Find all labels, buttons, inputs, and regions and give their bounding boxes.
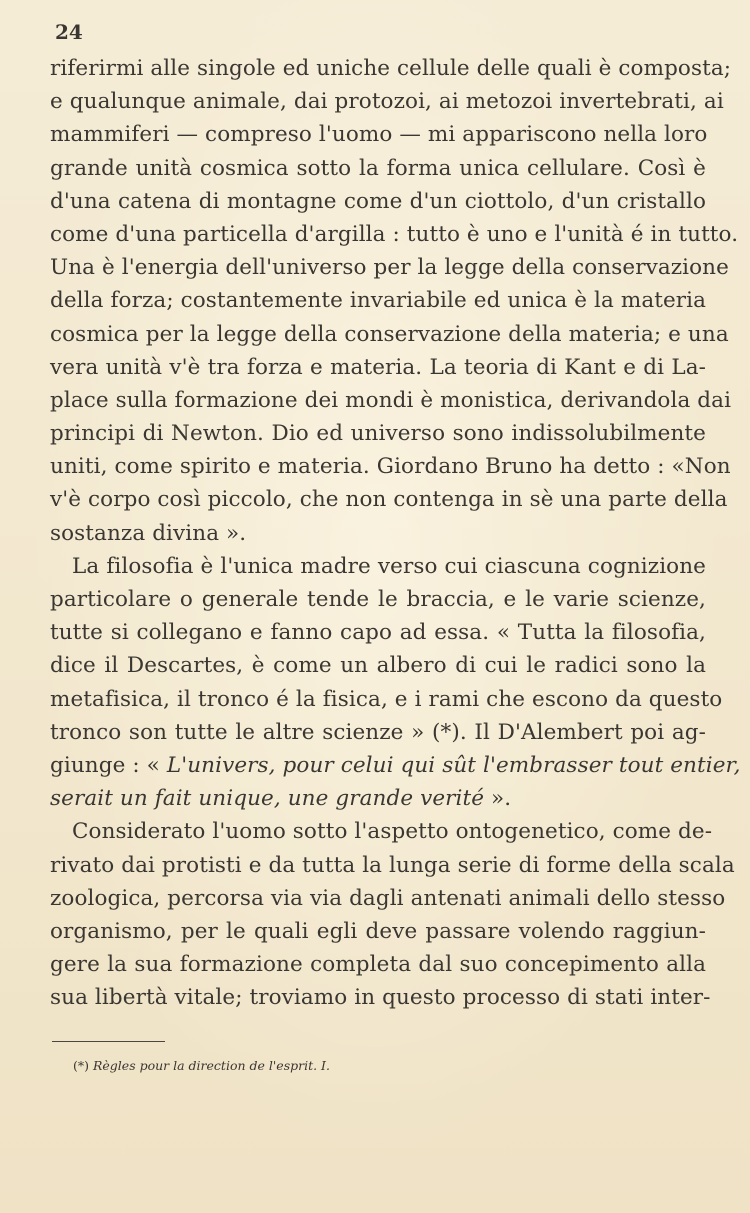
text-line: tutte si collegano e fanno capo ad essa. « Tutta la filosofia, (50, 620, 706, 646)
text-line (50, 782, 706, 815)
footnote-marker: (*) (73, 1058, 90, 1073)
page-number: 24 (55, 20, 83, 44)
text-line: rivato dai protisti e da tutta la lunga serie di forme della scala (50, 852, 735, 878)
text-line: gere la sua formazione completa dal suo concepimento alla (50, 952, 706, 978)
quote-italic: serait un fait unique, une grande verité (50, 786, 485, 812)
text-line: La filosofia è l'unica madre verso cui ciascuna cognizione (72, 553, 706, 579)
quote-italic: L'univers, pour celui qui sût l'embrasser tout entier, (166, 752, 741, 778)
text-line: d'una catena di montagne come d'un ciottolo, d'un cristallo (50, 188, 706, 214)
text-line: particolare o generale tende le braccia, e le varie scienze, (50, 587, 706, 612)
text-line: della forza; costantemente invariabile ed unica è la materia (50, 288, 707, 314)
text-line: cosmica per la legge della conservazione della materia; e una (50, 321, 729, 347)
text-line: organismo, per le quali egli deve passare volendo raggiun- (50, 918, 706, 944)
text-line: principi di Newton. Dio ed universo sono indissolubilmente (50, 421, 706, 447)
text-line: uniti, come spirito e materia. Giordano Bruno ha detto : «Non (50, 454, 731, 480)
text-line: come d'una particella d'argilla : tutto è uno e l'unità é in tutto. (50, 221, 739, 247)
text-line: sua libertà vitale; troviamo in questo processo di stati inter- (50, 985, 711, 1011)
text-line: sostanza divina ». (50, 520, 247, 546)
text-line: v'è corpo così piccolo, che non contenga in sè una parte della (50, 487, 728, 513)
text-span: giunge : « (50, 752, 160, 778)
text-line: grande unità cosmica sotto la forma unica cellulare. Così è (50, 155, 706, 181)
text-line: place sulla formazione dei mondi è monistica, derivandola dai (50, 387, 732, 413)
body-text (50, 52, 741, 1014)
text-line (50, 749, 741, 782)
text-span: ». (484, 786, 512, 812)
text-line: metafisica, il tronco é la fisica, e i rami che escono da questo (50, 686, 723, 712)
footnote (73, 1058, 330, 1073)
text-line: vera unità v'è tra forza e materia. La teoria di Kant e di La- (50, 354, 706, 380)
footnote-rule (52, 1041, 165, 1042)
text-line: mammiferi — compreso l'uomo — mi appariscono nella loro (50, 122, 708, 148)
text-line: e qualunque animale, dai protozoi, ai metozoi invertebrati, ai (50, 89, 724, 115)
text-line: zoologica, percorsa via via dagli antenati animali dello stesso (50, 885, 726, 911)
text-line: dice il Descartes, è come un albero di cui le radici sono la (50, 653, 706, 679)
text-line: riferirmi alle singole ed uniche cellule delle quali è composta; (50, 56, 732, 81)
text-line: Una è l'energia dell'universo per la legge della conservazione (50, 255, 729, 281)
text-line: Considerato l'uomo sotto l'aspetto ontogenetico, come de- (72, 819, 713, 845)
text-line: tronco son tutte le altre scienze » (*). Il D'Alembert poi ag- (50, 719, 706, 745)
footnote-text: Règles pour la direction de l'esprit. I. (93, 1058, 330, 1073)
